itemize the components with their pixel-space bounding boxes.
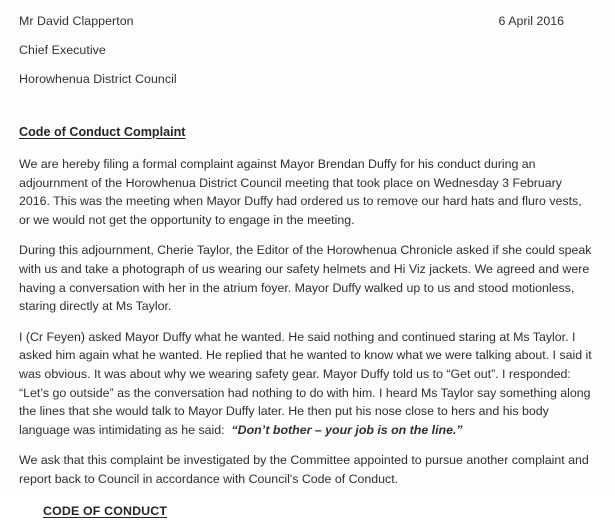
complaint-heading: Code of Conduct Complaint <box>19 125 186 139</box>
letterhead <box>19 0 595 86</box>
paragraph-request-investigation: We ask that this complaint be investigated by the Committee appointed to pursue another complaint and report back to Council in accordance with Council's Code of Conduct. <box>19 453 589 486</box>
paragraph-complaint-intro: We are hereby filing a formal complaint against Mayor Brendan Duffy for his conduct during an adjournment of the Horowhenua District Council meeting that took place on Wednesday 3 February 2016. This was the meeting when Mayor Duffy had ordered us to remove our hard hats and fluro vests, or we would not get the opportunity to engage in the meeting. <box>19 157 582 227</box>
letter-date: 6 April 2016 <box>498 14 564 28</box>
incident-narrative-text: I (Cr Feyen) asked Mayor Duffy what he wanted. He said nothing and continued staring at Ms Taylor. I asked him again what he wanted. He replied that he wanted to know what we were talking about. I said it was obvious. It was about why we wearing safety gear. Mayor Duffy told us to “Get out”. I responded: “Let’s go outside” as the conversation had nothing to do with him. I heard Ms Taylor say something along the lines that she would talk to Mayor Duffy later. He then put his nose close to hers and his body language was intimidating as he said: <box>19 329 592 437</box>
intimidating-quote: “Don’t bother – your job is on the line.” <box>231 422 463 437</box>
paragraph-adjournment-account: During this adjournment, Cherie Taylor, the Editor of the Horowhenua Chronicle asked if she could speak with us and take a photograph of us wearing our safety helmets and Hi Viz jackets. We agreed and were having a conversation with her in the atrium foyer. Mayor Duffy walked up to us and stood motionless, staring directly at Ms Taylor. <box>19 243 592 314</box>
code-of-conduct-footer-heading: CODE OF CONDUCT <box>43 503 168 518</box>
recipient-title: Chief Executive <box>19 43 106 57</box>
recipient-organisation: Horowhenua District Council <box>19 72 177 86</box>
recipient-name: Mr David Clapperton <box>19 14 134 28</box>
document-body <box>19 123 595 520</box>
paragraph-incident-account <box>19 328 595 440</box>
